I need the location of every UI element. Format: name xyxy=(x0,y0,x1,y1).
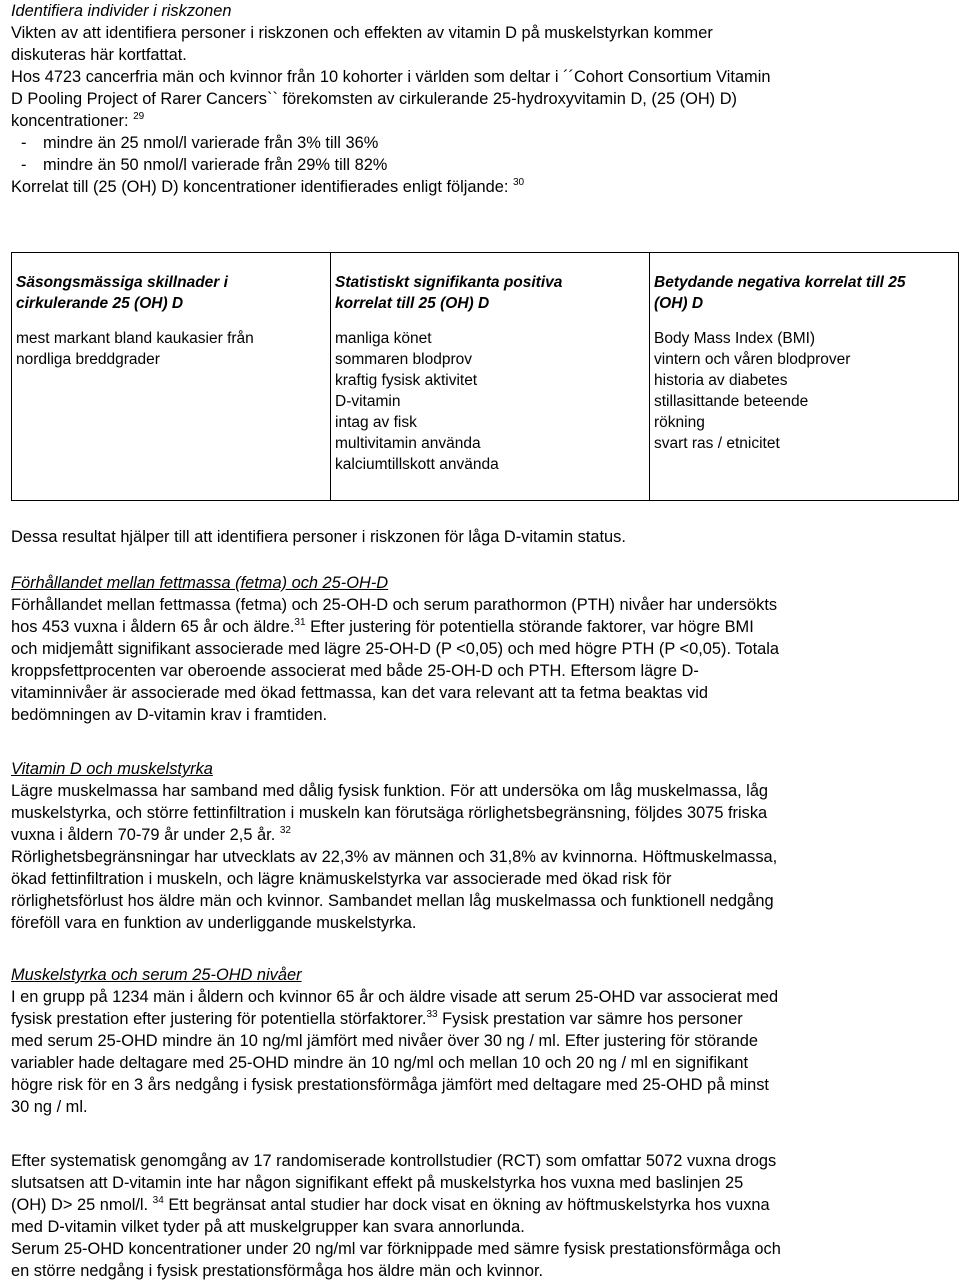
intro-line: diskuteras här kortfattat. xyxy=(11,46,187,64)
section-fetma xyxy=(11,572,779,726)
table-cell xyxy=(650,253,959,501)
paragraph-line: Lägre muskelmassa har samband med dålig fysisk funktion. För att undersöka om låg muskelmassa, låg xyxy=(11,782,769,800)
paragraph-line: muskelstyrka, och större fettinfiltration i muskeln kan förutsäga rörlighetsbegränsning, följdes 3075 friska xyxy=(11,804,768,822)
paragraph-line: och midjemått signifikant associerade med lägre 25-OH-D (P <0,05) och med högre PTH (P <0,05). Totala xyxy=(11,640,780,658)
paragraph-line: en större nedgång i fysisk prestationsförmåga hos äldre män och kvinnor. xyxy=(11,1262,544,1280)
paragraph-line: ökad fettinfiltration i muskeln, och lägre knämuskelstyrka var associerade med ökad risk för xyxy=(11,870,672,888)
paragraph-line: kroppsfettprocenten var oberoende associerat med både 25-OH-D och PTH. Eftersom lägre D- xyxy=(11,662,699,680)
list-item: vintern och våren blodprover xyxy=(654,351,851,368)
paragraph-line: föreföll vara en funktion av underliggande muskelstyrka. xyxy=(11,914,417,932)
paragraph-line: Efter systematisk genomgång av 17 randomiserade kontrollstudier (RCT) som omfattar 5072 vuxna drogs xyxy=(11,1152,777,1170)
intro-section xyxy=(11,0,770,198)
list-item: kalciumtillskott använda xyxy=(335,456,499,473)
paragraph-line: rörlighetsförlust hos äldre män och kvinnor. Sambandet mellan låg muskelmassa och funktionell nedgång xyxy=(11,892,774,910)
paragraph-line: Förhållandet mellan fettmassa (fetma) och 25-OH-D och serum parathormon (PTH) nivåer har undersökts xyxy=(11,596,778,614)
intro-line: D Pooling Project of Rarer Cancers`` förekomsten av cirkulerande 25-hydroxyvitamin D, (25 (OH) D) xyxy=(11,90,737,108)
paragraph-line: vuxna i åldern 70-79 år under 2,5 år. $^{32}$ xyxy=(11,825,291,844)
summary-sentence: Dessa resultat hjälper till att identifiera personer i riskzonen för låga D-vitamin status. xyxy=(11,528,626,546)
paragraph-line: med D-vitamin vilket tyder på att muskelgrupper kan svara annorlunda. xyxy=(11,1218,525,1236)
list-item: intag av fisk xyxy=(335,414,417,431)
footnote-ref: 31 xyxy=(294,617,306,628)
list-item: mest markant bland kaukasier från xyxy=(16,330,254,347)
paragraph-line: högre risk för en 3 års nedgång i fysisk prestationsförmåga jämfört med deltagare med 25-OHD på minst xyxy=(11,1076,769,1094)
paragraph-line: med serum 25-OHD mindre än 10 ng/ml jämfört med nivåer över 30 ng / ml. Efter justering för störande xyxy=(11,1032,758,1050)
intro-heading: Identifiera individer i riskzonen xyxy=(11,2,232,20)
section-rct xyxy=(11,1150,781,1282)
intro-line xyxy=(11,110,770,132)
table-cell xyxy=(12,253,331,501)
list-item: kraftig fysisk aktivitet xyxy=(335,372,478,389)
footnote-ref: 29 xyxy=(133,111,145,122)
section-heading: Förhållandet mellan fettmassa (fetma) och 25-OH-D xyxy=(11,574,389,592)
list-item: D-vitamin xyxy=(335,393,401,410)
dash-marker: - xyxy=(21,134,27,152)
bullet-text: mindre än 25 nmol/l varierade från 3% till 36% xyxy=(43,134,379,152)
paragraph-line: (OH) D> 25 nmol/l. $^{34}$ Ett begränsat antal studier har dock visat en ökning av höftmuskelstyrka hos vuxna xyxy=(11,1195,770,1214)
list-item: rökning xyxy=(654,414,705,431)
column-header: Statistiskt signifikanta positiva korrelat till 25 (OH) D xyxy=(335,274,563,312)
paragraph-line: I en grupp på 1234 män i åldern och kvinnor 65 år och äldre visade att serum 25-OHD var associerat med xyxy=(11,988,779,1006)
paragraph-line: hos 453 vuxna i åldern 65 år och äldre.$^{31}$ Efter justering för potentiella störande faktorer, var högre BMI xyxy=(11,617,754,636)
bullet-item xyxy=(11,132,770,154)
table-cell xyxy=(331,253,650,501)
column-header: Säsongsmässiga skillnader i cirkulerande 25 (OH) D xyxy=(16,274,228,312)
intro-line: Vikten av att identifiera personer i riskzonen och effekten av vitamin D på muskelstyrkan kommer xyxy=(11,24,713,42)
bullet-item xyxy=(11,154,770,176)
footnote-ref: 32 xyxy=(279,825,291,836)
list-item: stillasittande beteende xyxy=(654,393,809,410)
section-serum xyxy=(11,964,778,1118)
section-muskel xyxy=(11,758,777,934)
paragraph-line: bedömningen av D-vitamin krav i framtiden. xyxy=(11,706,328,724)
paragraph-line: Rörlighetsbegränsningar har utvecklats av 22,3% av männen och 31,8% av kvinnorna. Höftmuskelmassa, xyxy=(11,848,778,866)
list-item: sommaren blodprov xyxy=(335,351,472,368)
section-heading: Vitamin D och muskelstyrka xyxy=(11,760,213,778)
table-row xyxy=(12,253,959,501)
correlates-table xyxy=(11,252,959,501)
list-item: Body Mass Index (BMI) xyxy=(654,330,816,347)
dash-marker: - xyxy=(21,156,27,174)
intro-line xyxy=(11,176,770,198)
footnote-ref: 33 xyxy=(426,1009,438,1020)
paragraph-line: vitaminnivåer är associerade med ökad fettmassa, kan det vara relevant att ta fetma beaktas vid xyxy=(11,684,708,702)
list-item: historia av diabetes xyxy=(654,372,788,389)
intro-text: Korrelat till (25 (OH) D) koncentrationer identifierades enligt följande: xyxy=(11,178,509,196)
list-item: manliga könet xyxy=(335,330,432,347)
paragraph-line: variabler hade deltagare med 25-OHD mindre än 10 ng/ml och mellan 10 och 20 ng / ml en signifikant xyxy=(11,1054,749,1072)
paragraph-line: 30 ng / ml. xyxy=(11,1098,88,1116)
list-item: nordliga breddgrader xyxy=(16,351,160,368)
paragraph-line: Serum 25-OHD koncentrationer under 20 ng/ml var förknippade med sämre fysisk prestationsförmåga och xyxy=(11,1240,781,1258)
column-header: Betydande negativa korrelat till 25 (OH) D xyxy=(654,274,906,312)
intro-line: Hos 4723 cancerfria män och kvinnor från 10 kohorter i världen som deltar i ´´Cohort Consortium Vitamin xyxy=(11,68,771,86)
footnote-ref: 34 xyxy=(152,1195,164,1206)
intro-text: koncentrationer: xyxy=(11,112,129,130)
paragraph-line: fysisk prestation efter justering för potentiella störfaktorer.$^{33}$ Fysisk prestation var sämre hos personer xyxy=(11,1009,743,1028)
paragraph-line: slutsatsen att D-vitamin inte har någon signifikant effekt på muskelstyrka hos vuxna med baslinjen 25 xyxy=(11,1174,744,1192)
list-item: multivitamin använda xyxy=(335,435,481,452)
section-heading: Muskelstyrka och serum 25-OHD nivåer xyxy=(11,966,302,984)
list-item: svart ras / etnicitet xyxy=(654,435,780,452)
bullet-text: mindre än 50 nmol/l varierade från 29% till 82% xyxy=(43,156,388,174)
footnote-ref: 30 xyxy=(512,177,525,188)
